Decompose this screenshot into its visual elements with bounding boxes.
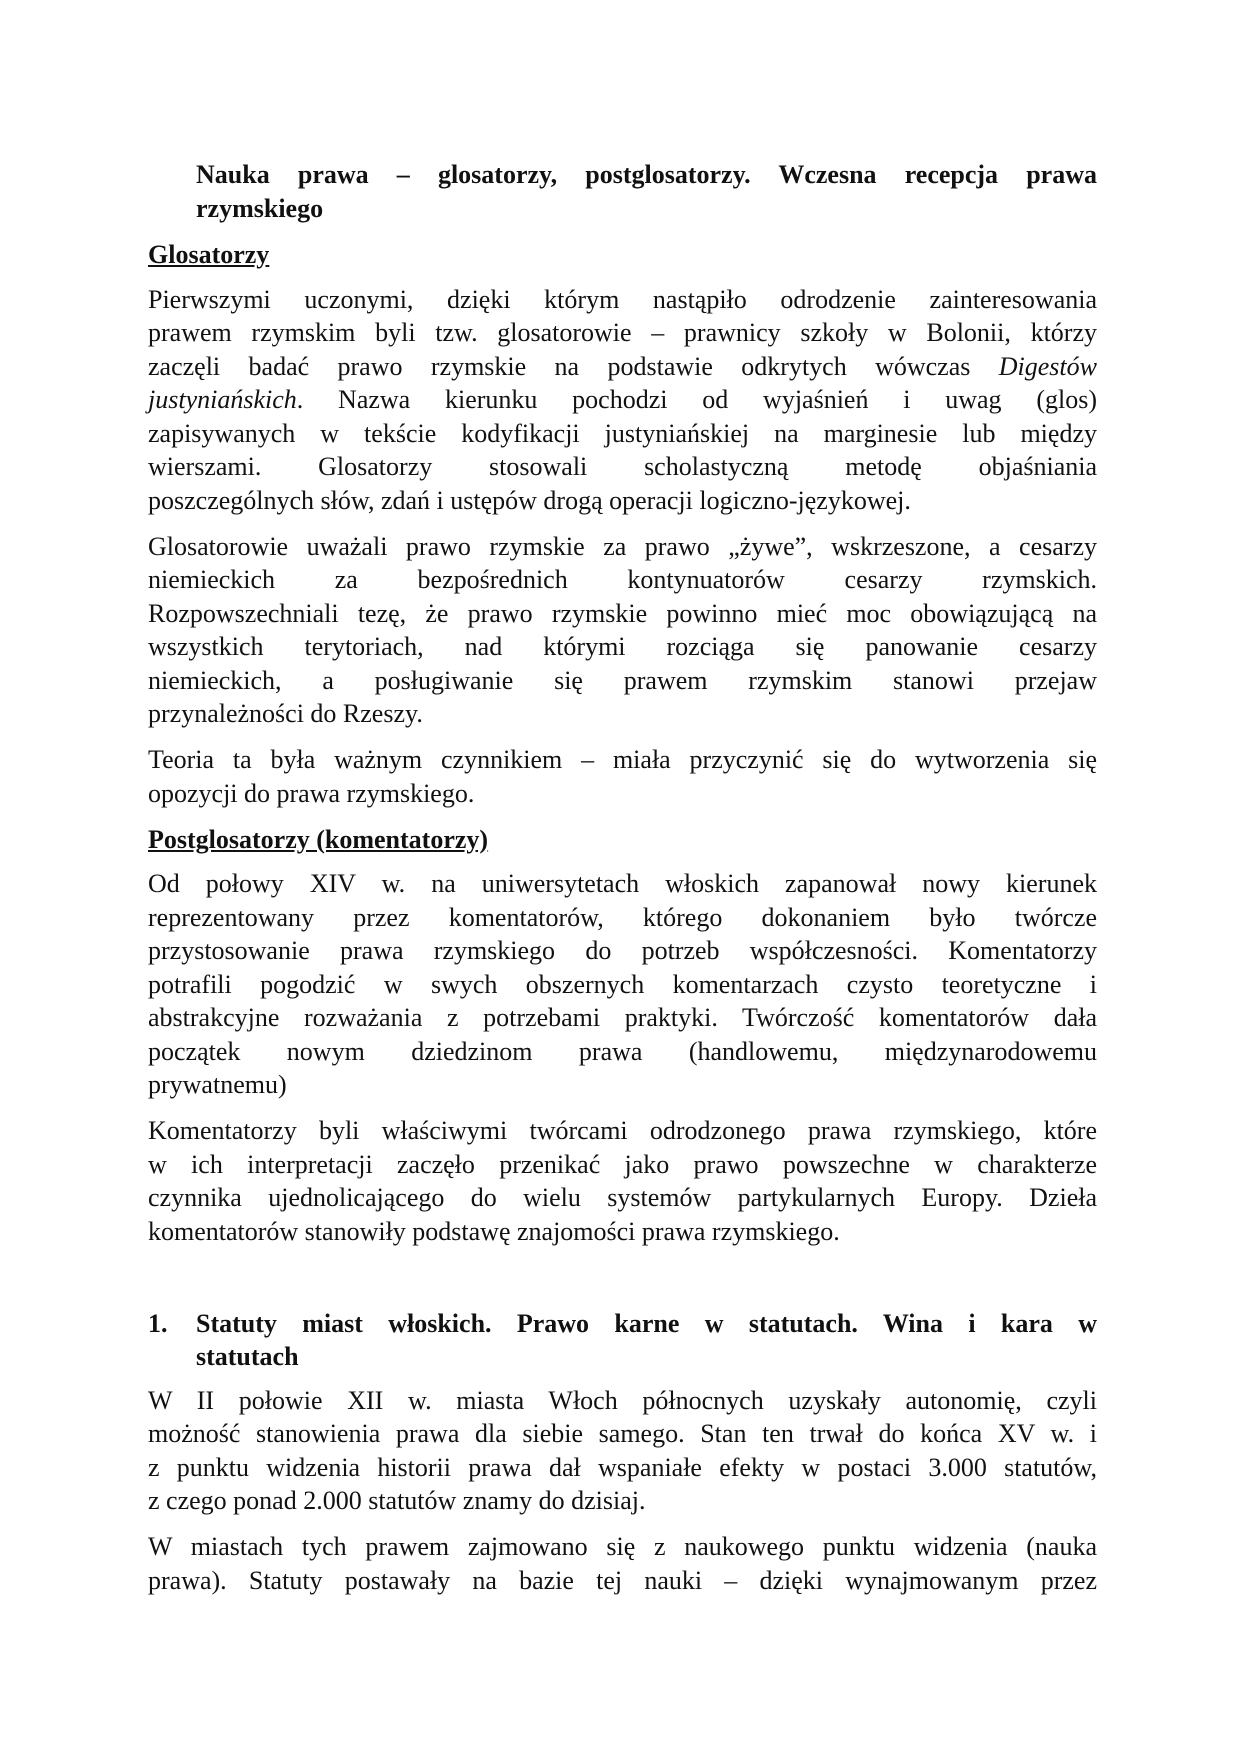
numbered-heading	[148, 1307, 1097, 1374]
text-line: Komentatorzy byli właściwymi twórcami odrodzonego prawa rzymskiego, które	[148, 1116, 1097, 1145]
paragraph	[148, 1384, 1097, 1518]
text-line: prywatnemu)	[148, 1070, 287, 1099]
text-line: z czego ponad 2.000 statutów znamy do dzisiaj.	[148, 1486, 646, 1515]
document-page	[148, 158, 1097, 1610]
text-line: W II połowie XII w. miasta Włoch północnych uzyskały autonomię, czyli	[148, 1385, 1097, 1415]
section-number: 1.	[148, 1308, 168, 1338]
text-line: możność stanowienia prawa dla siebie samego. Stan ten trwał do końca XV w. i	[148, 1419, 1097, 1448]
text-line: prawa). Statuty postawały na bazie tej nauki – dzięki wynajmowanym przez	[148, 1565, 1097, 1595]
paragraph	[148, 743, 1097, 810]
section-heading: Postglosatorzy (komentatorzy)	[148, 824, 489, 854]
text-line: czynnika ujednolicającego do wielu systemów partykularnych Europy. Dzieła	[148, 1183, 1097, 1212]
heading-line: Statuty miast włoskich. Prawo karne w statutach. Wina i kara w	[196, 1308, 1097, 1338]
text-line: prawem rzymskim byli tzw. glosatorowie – prawnicy szkoły w Bolonii, którzy	[148, 318, 1097, 347]
text-line: w ich interpretacji zaczęło przenikać jako prawo powszechne w charakterze	[148, 1149, 1097, 1179]
text-line: zapisywanych w tekście kodyfikacji justyniańskiej na marginesie lub między	[148, 418, 1097, 448]
paragraph	[148, 1530, 1097, 1597]
text-line: niemieckich za bezpośrednich kontynuatorów cesarzy rzymskich.	[148, 565, 1097, 594]
text-line: przynależności do Rzeszy.	[148, 699, 423, 728]
paragraph	[148, 283, 1097, 518]
text-line: poszczególnych słów, zdań i ustępów drogą operacji logiczno-językowej.	[148, 485, 911, 515]
text-line: Glosatorowie uważali prawo rzymskie za prawo „żywe”, wskrzeszone, a cesarzy	[148, 531, 1097, 561]
document-title	[148, 158, 1097, 225]
title-line: rzymskiego	[196, 193, 324, 223]
text-line: Pierwszymi uczonymi, dzięki którym nastąpiło odrodzenie zainteresowania	[148, 284, 1097, 314]
section-heading: Glosatorzy	[148, 240, 270, 269]
text-line: wszystkich terytoriach, nad którymi rozciąga się panowanie cesarzy	[148, 632, 1097, 661]
text-line: komentatorów stanowiły podstawę znajomości prawa rzymskiego.	[148, 1216, 840, 1246]
paragraph	[148, 1114, 1097, 1248]
text-line: reprezentowany przez komentatorów, którego dokonaniem było twórcze	[148, 902, 1097, 932]
text-line: zaczęli badać prawo rzymskie na podstawie odkrytych wówczas Digestów	[148, 351, 1097, 381]
text-line: opozycji do prawa rzymskiego.	[148, 778, 475, 808]
text-line: Od połowy XIV w. na uniwersytetach włoskich zapanował nowy kierunek	[148, 869, 1097, 898]
title-line: Nauka prawa – glosatorzy, postglosatorzy. Wczesna recepcja prawa	[196, 160, 1097, 189]
heading-line: statutach	[196, 1342, 299, 1371]
text-line: abstrakcyjne rozważania z potrzebami praktyki. Twórczość komentatorów dała	[148, 1003, 1097, 1032]
paragraph	[148, 530, 1097, 731]
text-line: W miastach tych prawem zajmowano się z naukowego punktu widzenia (nauka	[148, 1532, 1097, 1561]
text-line: wierszami. Glosatorzy stosowali scholastyczną metodę objaśniania	[148, 452, 1097, 481]
text-line: niemieckich, a posługiwanie się prawem rzymskim stanowi przejaw	[148, 665, 1097, 695]
text-line: Rozpowszechniali tezę, że prawo rzymskie powinno mieć moc obowiązującą na	[148, 598, 1097, 628]
text-line: z punktu widzenia historii prawa dał wspaniałe efekty w postaci 3.000 statutów,	[148, 1452, 1097, 1482]
text-line: potrafili pogodzić w swych obszernych komentarzach czysto teoretyczne i	[148, 969, 1097, 999]
paragraph	[148, 867, 1097, 1102]
text-line: justyniańskich. Nazwa kierunku pochodzi od wyjaśnień i uwag (glos)	[148, 385, 1097, 414]
text-line: przystosowanie prawa rzymskiego do potrzeb współczesności. Komentatorzy	[148, 936, 1097, 965]
text-line: początek nowym dziedzinom prawa (handlowemu, międzynarodowemu	[148, 1036, 1097, 1066]
text-line: Teoria ta była ważnym czynnikiem – miała przyczynić się do wytworzenia się	[148, 745, 1097, 774]
